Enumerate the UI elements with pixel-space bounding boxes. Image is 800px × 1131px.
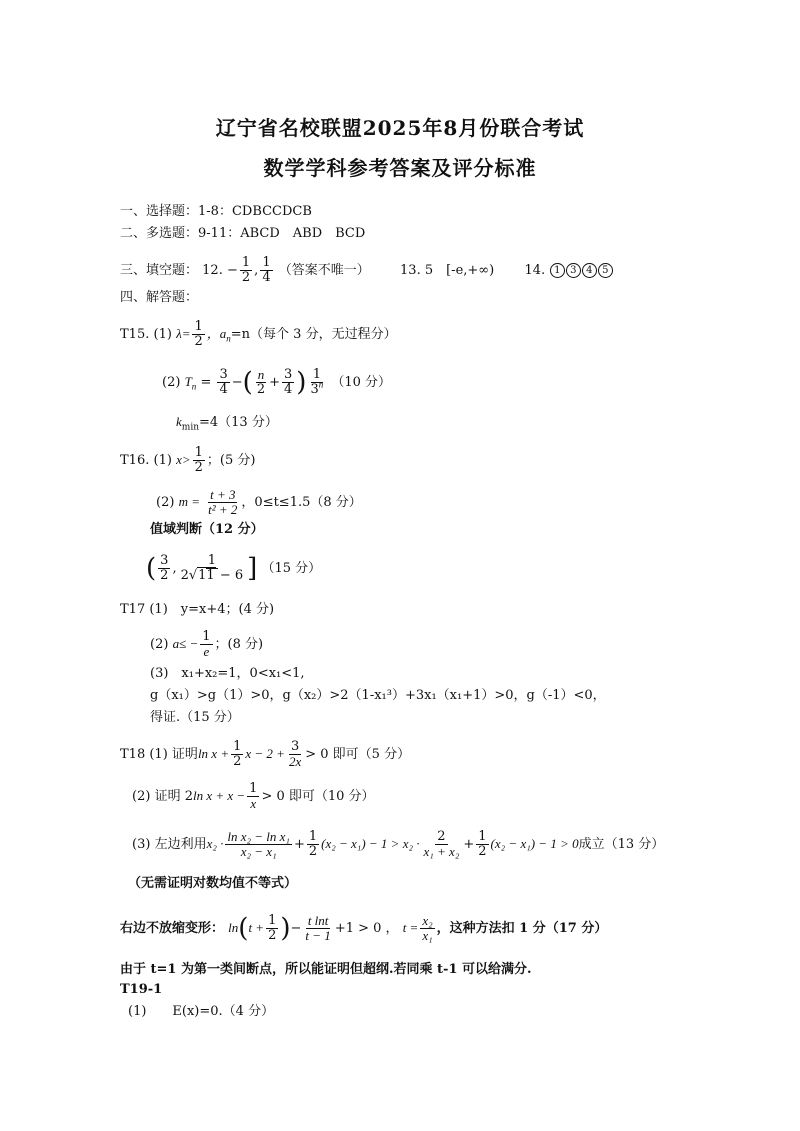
- t18-p2-label: (2): [132, 789, 151, 804]
- t17-p1: (1) y=x+4；(4 分): [149, 602, 275, 617]
- t17-p2-label: (2): [150, 637, 169, 652]
- t15-p2-frac-4: $\frac{1}{3^n}$: [310, 367, 324, 397]
- t18-p1-mid: x − 2 +: [245, 746, 285, 761]
- section-choice: [120, 204, 312, 220]
- t16-m: m =: [178, 494, 200, 509]
- t18-right-rest: +1 > 0 ，: [334, 921, 399, 936]
- t17-p2-score: ；(8 分): [214, 637, 264, 652]
- t18-part2: [132, 782, 375, 811]
- section-multi-label: 二、多选题：: [120, 226, 199, 241]
- section-fill: 三、填空题： 12. − $\frac{1}{2}$ , $\frac{1}{4}$ （答案不唯一） 13. 5 [-e,+∞) 14. 1 3 4 5: [120, 256, 613, 285]
- t18-p3-plus-1: +: [293, 837, 305, 852]
- t18-p3-plus-2: +: [463, 837, 475, 852]
- t18-p1-frac-1: $\frac{1}{2}$: [233, 739, 242, 769]
- t15-eq: =: [200, 375, 212, 390]
- t16-interval-score: （15 分）: [261, 561, 322, 576]
- t15-T-sub: n: [191, 381, 197, 392]
- t18-p3-mid-2: (x₂ − x₁) − 1 > 0: [490, 836, 579, 851]
- t19-tag: T19-1: [120, 982, 163, 997]
- t15-p2-label: (2): [162, 375, 181, 390]
- t18-right-t: t +: [248, 920, 265, 935]
- t18-p3-pre: 左边利用: [154, 837, 207, 852]
- t18-right-ln: ln: [228, 920, 239, 935]
- section-choice-label: 一、选择题：: [120, 204, 199, 219]
- t18-p3-tail: 成立（13 分）: [578, 837, 665, 852]
- t15-p2-frac-2: $\frac{n}{2}$: [256, 367, 266, 397]
- t18-p2-tail: > 0 即可（10 分）: [261, 789, 375, 804]
- t15-part2: (2) $T_n$ = $\frac{3}{4}$ −( $\frac{n}{2}$ + $\frac{3}{4}$ ) $\frac{1}{3^n}$ （10 分）: [162, 367, 392, 398]
- t18-p2-pre: 证明 2: [154, 789, 193, 804]
- t17-part3-line1: (3) x₁+x₂=1，0<x₁<1,: [150, 666, 305, 681]
- q14-number: 14.: [524, 263, 546, 278]
- t15-minus: −: [231, 375, 243, 390]
- t15-p2-frac-1: $\frac{3}{4}$: [219, 367, 228, 397]
- t17-tag: T17: [120, 602, 146, 617]
- t17-part3-line2: g（x₁）>g（1）>0，g（x₂）>2（1-x₁³）+3x₁（x₁+1）>0，g（-1）<0，: [150, 688, 606, 703]
- t18-p2-frac: $\frac{1}{x}$: [249, 781, 258, 811]
- q12-number: 12.: [202, 263, 223, 278]
- t15-k: k: [176, 414, 182, 429]
- t15-a-sub: n: [226, 333, 231, 344]
- t18-right-frac-2: $\frac{\text{t lnt}}{t - 1}$: [305, 913, 331, 943]
- t18-note: （无需证明对数均值不等式）: [128, 876, 298, 891]
- section-multi-answers: 9-11：ABCD ABD BCD: [198, 226, 366, 241]
- t16-interval: ( $\frac{3}{2}$ , $\frac{1}{2√11 - 6}$ ] （15 分）: [146, 553, 322, 584]
- t18-right-minus: −: [290, 921, 302, 936]
- t15-T: T: [184, 374, 192, 389]
- section-fill-label: 三、填空题：: [120, 263, 199, 278]
- q14-mark: 5: [598, 263, 613, 278]
- t15-kmin-text: =4（13 分）: [199, 415, 278, 430]
- t16-range: 值域判断（12 分）: [150, 522, 264, 537]
- t18-right-frac-1: $\frac{1}{2}$: [268, 913, 277, 943]
- t18-right-teq: t =: [402, 920, 419, 935]
- t18-p3-frac-3: $\frac{2}{\text{x₁ + x₂}}$: [423, 829, 460, 859]
- t17-a: a≤ −: [172, 636, 199, 651]
- t18-right-frac-3: $\frac{\text{x₂}}{\text{x₁}}$: [422, 913, 433, 943]
- t16-p2-frac: $\frac{t + 3}{\text{t² + 2}}$: [208, 487, 238, 517]
- t15-p2-score: （10 分）: [331, 375, 392, 390]
- t16-part2: [156, 488, 362, 517]
- t18-remark: 由于 t=1 为第一类间断点，所以能证明但超纲.若同乘 t-1 可以给满分.: [120, 962, 532, 977]
- t16-p2-label: (2): [156, 495, 175, 510]
- t18-right: 右边不放缩变形： ln(t + $\frac{1}{2}$ )− $\frac{\text{t lnt}}{t - 1}$ +1 > 0 ， t = $\frac{\text{x₂}}{\text{x₁}}$ ，这种方法扣 1 分（17 分）: [120, 913, 608, 944]
- q12-frac-1: $\frac{1}{2}$: [241, 255, 251, 285]
- t18-tag: T18: [120, 747, 146, 762]
- t18-p1-tail: > 0 即可（5 分）: [305, 747, 411, 762]
- t18-right-tail: ，这种方法扣 1 分（17 分）: [436, 921, 608, 936]
- t16-part1: [120, 446, 255, 475]
- t17-p2-frac: $\frac{1}{e}$: [202, 629, 211, 659]
- t15-a: ，a: [206, 326, 227, 341]
- q12-minus: −: [226, 263, 238, 278]
- t16-p1-frac: $\frac{1}{2}$: [194, 445, 203, 475]
- t16-interval-frac-2: $\frac{1}{2√11 - 6}$: [180, 553, 244, 583]
- section-solution: 四、解答题：: [120, 290, 199, 305]
- t18-p3-frac-2: $\frac{1}{2}$: [308, 829, 318, 859]
- t19-part1: (1) E(x)=0.（4 分）: [128, 1004, 275, 1019]
- t15-p1-frac: $\frac{1}{2}$: [194, 319, 203, 349]
- t16-p1-label: (1): [153, 453, 172, 468]
- section-multi: [120, 226, 365, 242]
- q14-mark: 4: [582, 263, 597, 278]
- t18-part3: [132, 830, 664, 859]
- t18-right-pre: 右边不放缩变形：: [120, 921, 225, 936]
- t15-k-sub: min: [181, 422, 199, 433]
- t18-p1-pre: 证明: [171, 747, 198, 762]
- t15-tag: T15.: [120, 327, 150, 342]
- t17-part3-line3: 得证.（15 分）: [150, 710, 240, 725]
- q14-mark: 3: [566, 263, 581, 278]
- t15-lambda: λ=: [176, 326, 191, 341]
- t17-part1: [120, 602, 274, 618]
- t18-p1-frac-2: $\frac{3}{2x}$: [288, 739, 302, 769]
- t16-p1-score: ；(5 分): [206, 453, 256, 468]
- t18-p1-ln: ln x +: [197, 746, 230, 761]
- t18-p2-ln: ln x + x −: [192, 788, 246, 803]
- t18-p3-x2: x₂ ·: [206, 836, 224, 851]
- page-subtitle: 数学学科参考答案及评分标准: [263, 156, 537, 180]
- section-choice-answers: 1-8：CDBCCDCB: [198, 204, 312, 219]
- t18-p3-label: (3): [132, 837, 151, 852]
- q13-answer: 13. 5 [-e,+∞): [400, 263, 495, 278]
- t18-part1: [120, 740, 410, 769]
- t18-p3-mid-1: (x₂ − x₁) − 1 > x₂ ·: [321, 836, 420, 851]
- t16-tag: T16.: [120, 453, 150, 468]
- t15-plus: +: [269, 375, 281, 390]
- t16-p2-rest: ，0≤t≤1.5（8 分）: [241, 495, 362, 510]
- t16-interval-frac-1: $\frac{3}{2}$: [160, 553, 169, 583]
- t17-part2: [150, 630, 263, 659]
- t15-p2-frac-3: $\frac{3}{4}$: [284, 367, 293, 397]
- t18-p3-frac-1: $\frac{\text{ln x₂ − ln x₁}}{\text{x₂ − x₁}}$: [227, 829, 290, 859]
- q14-mark: 1: [550, 263, 565, 278]
- t18-p3-frac-4: $\frac{1}{2}$: [478, 829, 487, 859]
- q12-note: （答案不唯一）: [278, 263, 370, 278]
- t15-p1-tail: =n（每个 3 分，无过程分）: [230, 327, 397, 342]
- t18-p1-label: (1): [149, 747, 168, 762]
- t16-x: x>: [176, 452, 191, 467]
- t15-p1-label: (1): [153, 327, 172, 342]
- t15-part1: [120, 320, 397, 349]
- q12-frac-2: $\frac{1}{4}$: [262, 255, 271, 285]
- page-title: 辽宁省名校联盟2025年8月份联合考试: [215, 116, 585, 140]
- t15-kmin: [176, 414, 278, 431]
